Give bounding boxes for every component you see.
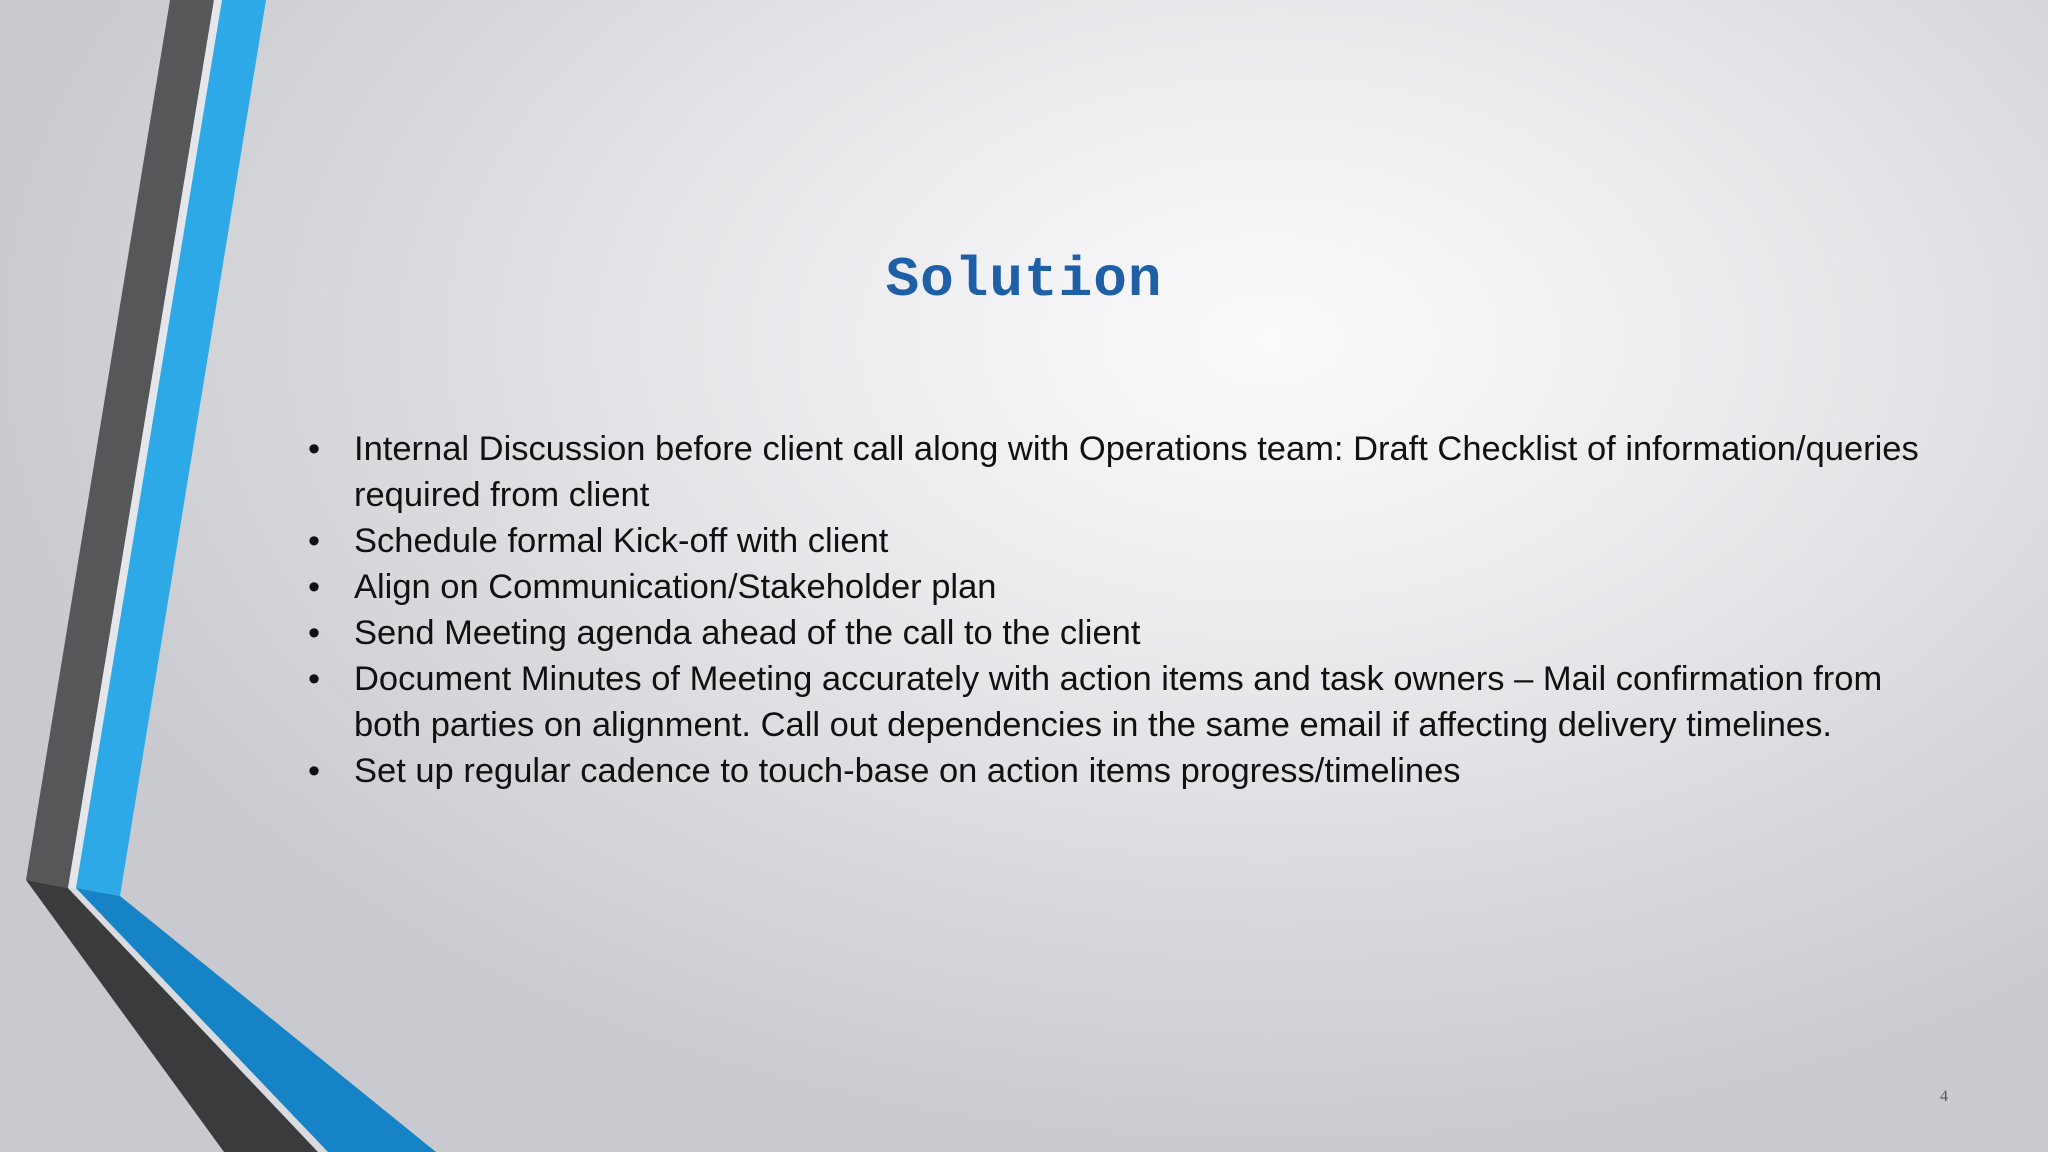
bullet-glyph: • <box>307 522 321 560</box>
bullet-text: Set up regular cadence to touch-base on action items progress/timelines <box>354 752 1461 790</box>
bullet-item <box>302 748 1922 794</box>
bullet-text: Schedule formal Kick-off with client <box>354 522 889 560</box>
bullet-item <box>302 610 1922 656</box>
bullet-text: Align on Communication/Stakeholder plan <box>354 568 997 606</box>
bullet-glyph: • <box>307 752 321 790</box>
bullet-text: Document Minutes of Meeting accurately with action items and task owners – Mail confirmation from both parties on alignment. Call out dependencies in the same email if affecting delivery timelines. <box>354 660 1883 744</box>
bullet-text: Send Meeting agenda ahead of the call to the client <box>354 614 1141 652</box>
page-number: 4 <box>1940 1088 1948 1105</box>
slide-title: Solution <box>885 248 1163 312</box>
bullet-glyph: • <box>307 614 321 652</box>
bullet-item <box>302 564 1922 610</box>
bullet-glyph: • <box>307 660 321 698</box>
bullet-glyph: • <box>307 430 321 468</box>
bullet-item <box>302 426 1922 518</box>
decor-gray-diagonal <box>26 880 318 1152</box>
bullet-list <box>302 426 1922 794</box>
bullet-text: Internal Discussion before client call along with Operations team: Draft Checklist of information/queries required from client <box>354 430 1919 514</box>
bullet-item <box>302 518 1922 564</box>
decor-light-line <box>68 0 222 888</box>
bullet-glyph: • <box>307 568 321 606</box>
bullet-item <box>302 656 1922 748</box>
